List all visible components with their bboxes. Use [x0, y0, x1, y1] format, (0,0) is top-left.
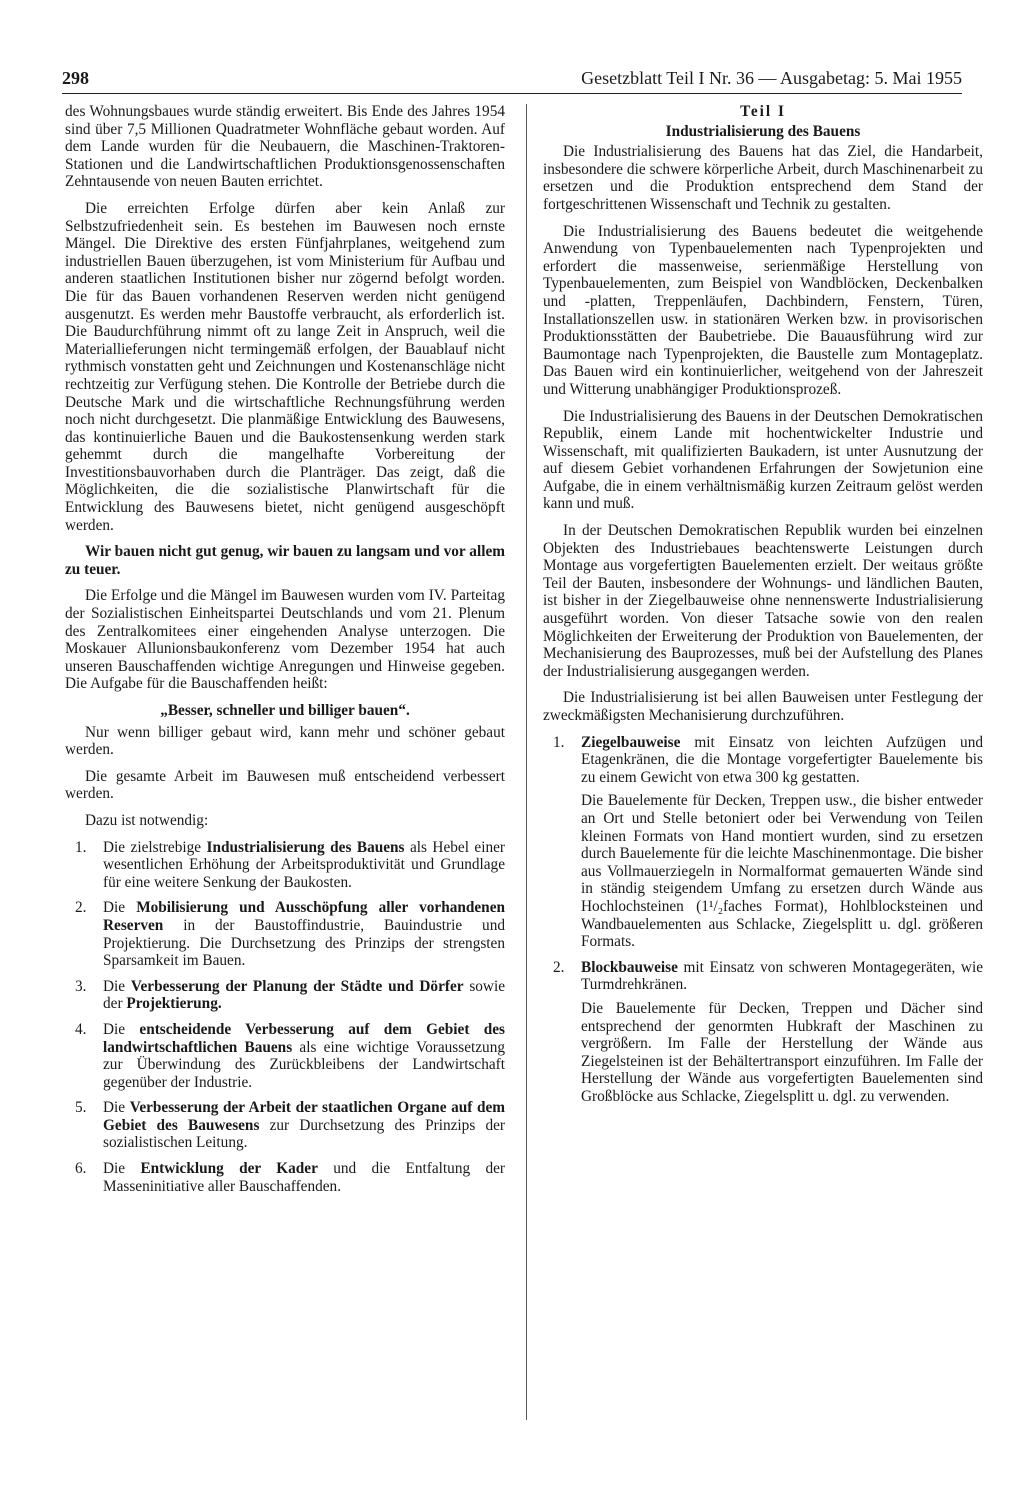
list-item	[65, 978, 505, 1013]
list-item-number: 2.	[553, 958, 565, 976]
header-rule	[62, 93, 962, 94]
list-item-text: mit Einsatz von schweren Montagegeräten, wie Turmdrehkränen.	[581, 958, 983, 994]
list-item-number: 2.	[75, 899, 87, 917]
list-item-text: Die	[103, 899, 137, 917]
right-paragraph-3: Die Industrialisierung des Bauens in der Deutschen Demokratischen Republik, einem Lande mit hochentwickelter Industrie und Wissenschaft, mit qualifizierten Baukadern, ist unter Ausnutzung der auf diesem Gebiet vorhandenen Erfahrungen der Sowjetunion eine Aufgabe, die in einem verhältnismäßig kurzen Zeitraum gelöst werden kann und muß.	[543, 407, 983, 513]
section-title: Industrialisierung des Bauens	[665, 122, 861, 140]
list-item-detail: Die Bauelemente für Decken, Treppen usw., die bisher entweder an Ort und Stelle betoniert oder bei Verwendung von Teilen kleinen Formats von Hand montiert wurden, sind zu ersetzen durch Bauelemente für die leichte Maschinenmontage. Die bisher aus Vollmauerziegeln in Normalformat gemauerten Wände sind in ständig steigendem Umfang zu ersetzen durch Wände aus Hochlochsteinen (1¹/₂faches Format), Hohlblocksteinen und Wandbauelementen aus Schlacke, Ziegelsplitt u. dgl. größeren Formats.	[581, 792, 983, 951]
part-title: Teil I	[740, 103, 786, 120]
list-item	[65, 1160, 505, 1195]
page-header	[62, 66, 962, 90]
list-item	[65, 1099, 505, 1152]
requirements-list	[65, 839, 505, 1196]
list-item	[65, 899, 505, 969]
list-item-number: 6.	[75, 1160, 87, 1178]
list-item-bold: Verbesserung der Arbeit der staatlichen Organe auf dem Gebiet des Bauwesens	[103, 1099, 505, 1134]
list-item-text: mit Einsatz von leichten Aufzügen und Etagenkränen, die die Montage vorgefertigter Bauelemente bis zu einem Gewicht von etwa 300 kg gestatten.	[581, 733, 983, 786]
left-column	[65, 103, 505, 1203]
list-item-text: als eine wichtige Voraussetzung zur Überwindung des Zurückbleibens der Landwirtschaft gegenüber der Industrie.	[103, 1038, 505, 1091]
list-item-detail: Die Bauelemente für Decken, Treppen und Dächer sind entsprechend der genormten Hubkraft der Maschinen zu vergrößern. Im Falle der Herstellung der Wände aus Ziegelsteinen ist der Behältertransport einzuführen. Im Falle der Herstellung der Wände aus vorgefertigten Bauelementen sind Großblöcke aus Schlacke, Ziegelsplitt u. dgl. zu verwenden.	[581, 999, 983, 1105]
left-paragraph-2: Die erreichten Erfolge dürfen aber kein Anlaß zur Selbstzufriedenheit sein. Es bestehen im Bauwesen noch ernste Mängel. Die Direktive des ersten Fünfjahrplanes, weitgehend zum industriellen Bauen überzugehen, ist vom Ministerium für Aufbau und anderen staatlichen Institutionen bisher nur zögernd befolgt worden. Die für das Bauen vorhandenen Reserven werden nicht genügend ausgenutzt. Es werden mehr Baustoffe verbraucht, als erforderlich ist. Die Baudurchführung nimmt oft zu lange Zeit in Anspruch, weil die Materiallieferungen nicht termingemäß erfolgen, der Bauablauf nicht rythmisch vonstatten geht und Zeichnungen und Kostenanschläge nicht rechtzeitig zur Verfügung stehen. Die Kontrolle der Betriebe durch die Deutsche Mark und die wirtschaftliche Rechnungsführung werden noch nicht durchgesetzt. Die planmäßige Entwicklung des Bauwesens, das kontinuierliche Bauen und die Baukostensenkung werden stark gehemmt durch die mangelhafte Vorbereitung der Investitionsbauvorhaben durch die Planträger. Das zeigt, daß die Möglichkeiten, die die sozialistische Planwirtschaft für die Entwicklung des Bauwesens bietet, nicht genügend ausgeschöpft werden.	[65, 199, 505, 534]
list-item-bold: Verbesserung der Planung der Städte und Dörfer	[130, 977, 464, 995]
list-item-text: Die zielstrebige	[103, 838, 207, 856]
list-item-text: in der Baustoffindustrie, Bauindustrie und Projektierung. Die Durchsetzung des Prinzips der strengsten Sparsamkeit im Bauen.	[103, 916, 505, 970]
right-paragraph-4: In der Deutschen Demokratischen Republik wurden bei einzelnen Objekten des Industriebaues beachtenswerte Leistungen durch Montage aus vorgefertigten Bauelementen erzielt. Der weitaus größte Teil der Bauten, insbesondere der Wohnungs- und ländlichen Bauten, ist bisher in der Ziegelbauweise ohne nennenswerte Industrialisierung ausgeführt worden. Von dieser Tatsache sowie von den realen Möglichkeiten der Erweiterung der Produktion von Bauelementen, der Mechanisierung des Bauprozesses, muß bei der Aufstellung des Planes der Industrialisierung ausgegangen werden.	[543, 522, 983, 680]
list-item	[543, 734, 983, 951]
column-divider	[526, 104, 527, 1420]
left-paragraph-6: Die gesamte Arbeit im Bauwesen muß entscheidend verbessert werden.	[65, 767, 505, 803]
page-number: 298	[62, 68, 89, 88]
list-item-text: Die	[103, 1160, 141, 1178]
right-column	[543, 103, 983, 1113]
list-item-number: 3.	[75, 977, 87, 995]
list-item-text: Die	[103, 1020, 140, 1038]
list-item-number: 5.	[75, 1099, 87, 1117]
left-paragraph-7: Dazu ist notwendig:	[85, 811, 209, 829]
list-item	[65, 839, 505, 892]
slogan-quote: „Besser, schneller und billiger bauen“.	[160, 702, 410, 719]
construction-methods-list	[543, 734, 983, 1106]
list-item-bold: Mobilisierung und Ausschöpfung aller vorhandenen Reserven	[103, 899, 505, 934]
list-item	[543, 959, 983, 1106]
list-item-bold: Industrialisierung des Bauens	[206, 838, 405, 856]
list-item	[65, 1021, 505, 1091]
left-paragraph-1: des Wohnungsbaues wurde ständig erweitert. Bis Ende des Jahres 1954 sind über 7,5 Millionen Quadratmeter Wohnfläche gebaut worden. Auf dem Lande wurden für die Neubauern, die Maschinen-Traktoren-Stationen und die Landwirtschaftlichen Produktionsgenossenschaften Zehntausende von neuen Bauten errichtet.	[65, 103, 505, 191]
left-emphasis-paragraph: Wir bauen nicht gut genug, wir bauen zu langsam und vor allem zu teuer.	[65, 543, 505, 578]
list-item-bold: Entwicklung der Kader	[140, 1160, 318, 1178]
list-item-bold: Blockbauweise	[581, 958, 678, 976]
left-paragraph-4: Die Erfolge und die Mängel im Bauwesen wurden vom IV. Parteitag der Sozialistischen Einheitspartei Deutschlands und vom 21. Plenum des Zentralkomitees einer eingehenden Analyse unterzogen. Die Moskauer Allunionsbaukonferenz vom Dezember 1954 hat auch unseren Bauschaffenden wichtige Anregungen und Hinweise gegeben. Die Aufgabe für die Bauschaffenden heißt:	[65, 587, 505, 693]
list-item-number: 4.	[75, 1020, 87, 1038]
right-paragraph-2: Die Industrialisierung des Bauens bedeutet die weitgehende Anwendung von Typenbauelementen nach Typenprojekten und erfordert die massenweise, serienmäßige Herstellung von Typenbauelementen, zum Beispiel von Wandblöcken, Deckenbalken und -platten, Treppenläufen, Dachbindern, Fenstern, Türen, Installationszellen usw. in stationären Werken bzw. in provisorischen Produktionsstätten der Baubetriebe. Die Bauausführung wird zur Baumontage nach Typenprojekten, die Baustelle zum Montageplatz. Das Bauen wird ein kontinuierlicher, weitgehend von der Jahreszeit und Witterung unabhängiger Produktionsprozeß.	[543, 222, 983, 398]
right-paragraph-5: Die Industrialisierung ist bei allen Bauweisen unter Festlegung der zweckmäßigsten Mechanisierung durchzuführen.	[543, 689, 983, 724]
list-item-number: 1.	[553, 733, 565, 751]
list-item-text: Die	[103, 977, 131, 995]
list-item-text: sowie der	[103, 977, 506, 1013]
list-item-text: Die	[103, 1099, 130, 1117]
list-item-bold: Ziegelbauweise	[581, 733, 681, 751]
list-item-number: 1.	[75, 838, 87, 856]
left-paragraph-5: Nur wenn billiger gebaut wird, kann mehr und schöner gebaut werden.	[65, 723, 505, 759]
list-item-text: und die Entfaltung der Masseninitiative aller Bauschaffenden.	[103, 1160, 505, 1195]
running-title: Gesetzblatt Teil I Nr. 36 — Ausgabetag: 5. Mai 1955	[581, 68, 962, 88]
list-item-text: als Hebel einer wesentlichen Erhöhung der Arbeitsproduktivität und Grundlage für eine weitere Senkung der Baukosten.	[103, 838, 505, 891]
list-item-bold: entscheidende Verbesserung auf dem Gebiet des landwirtschaftlichen Bauens	[103, 1020, 505, 1056]
list-item-bold: Projektierung.	[126, 995, 222, 1013]
list-item-text: zur Durchsetzung des Prinzips der sozialistischen Leitung.	[103, 1116, 506, 1152]
right-paragraph-1: Die Industrialisierung des Bauens hat das Ziel, die Handarbeit, insbesondere die schwere körperliche Arbeit, durch Maschinenarbeit zu ersetzen und die Produktion entsprechend dem Stand der fortgeschrittenen Wissenschaft und Technik zu gestalten.	[543, 143, 983, 213]
